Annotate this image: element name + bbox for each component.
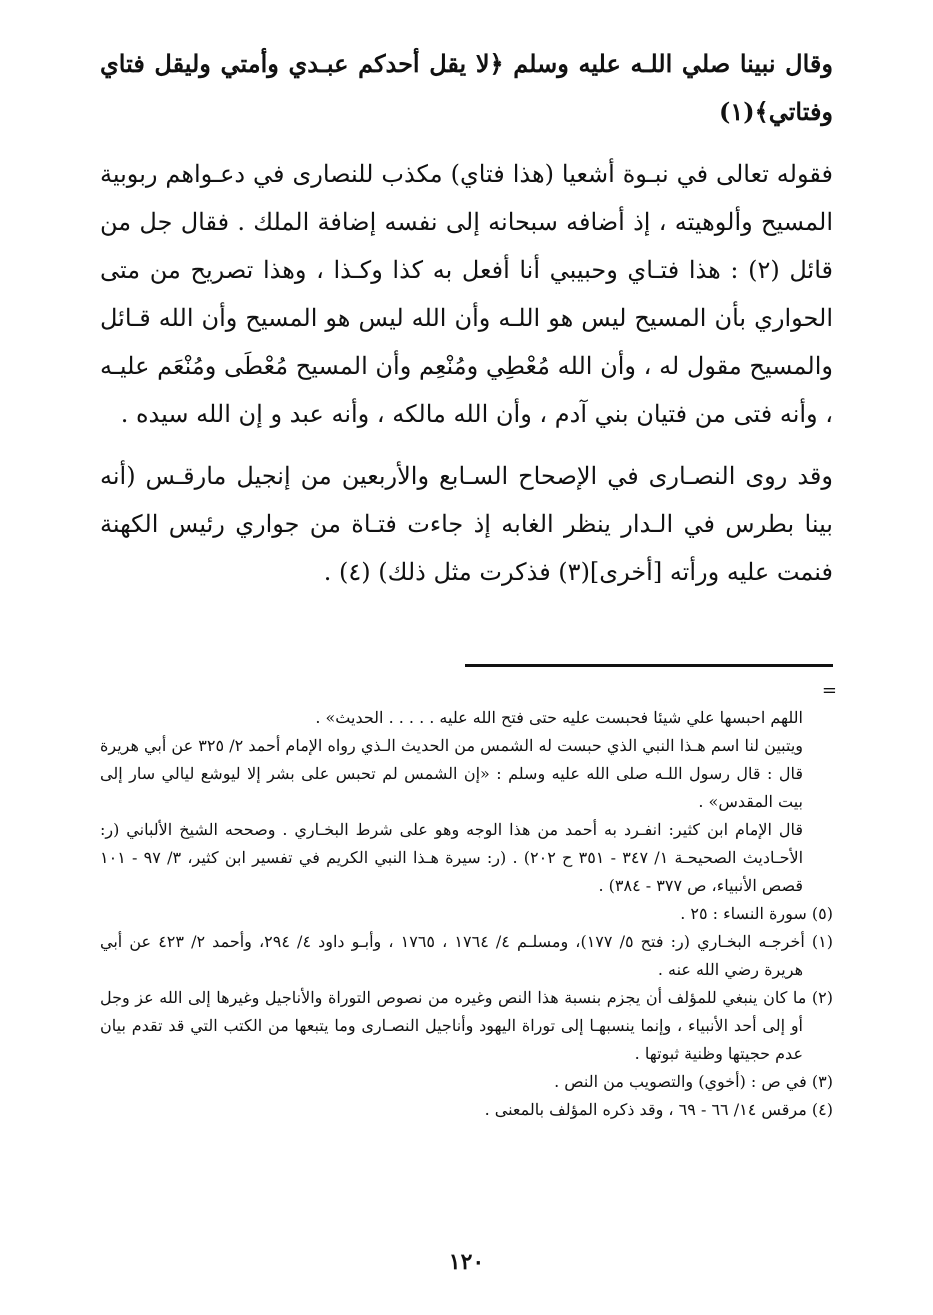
main-text: [100, 40, 833, 610]
paragraph-hadith: وقال نبينا صلي اللـه عليه وسلم ﴿لا يقل أحدكم عبـدي وأمتي وليقل فتاي وفتاتي﴾(١): [100, 49, 833, 126]
footnote-divider: [465, 664, 833, 667]
footnote: (٣) في ص : (أخوي) والتصويب من النص .: [554, 1072, 833, 1091]
footnote: (٢) ما كان ينبغي للمؤلف أن يجزم بنسبة هذا النص وغيره من نصوص التوراة والأناجيل وغيرها إلى الله عز وجل أو إلى أحد الأنبياء ، وإنما ينسبهـا إلى توراة اليهود وأناجيل النصـارى وما يتبعها من الكتب التي قد تقدم بيان عدم حجيتها وظنية ثبوتها .: [100, 988, 834, 1063]
footnote: (٤) مرقس ١٤/ ٦٦ - ٦٩ ، وقد ذكره المؤلف بالمعنى .: [484, 1100, 833, 1119]
continuation-mark: =: [821, 680, 837, 701]
footnote: قال الإمام ابن كثير: انفـرد به أحمد من هذا الوجه وهو على شرط البخـاري . وصححه الشيخ الألباني (ر: الأحـاديث الصحيحـة ١/ ٣٤٧ - ٣٥١ ح ٢٠٢) . (ر: سيرة هـذا النبي الكريم في تفسير ابن كثير، ٣/ ٩٧ - ١٠١ قصص الأنبياء، ص ٣٧٧ - ٣٨٤) .: [100, 820, 804, 895]
footnote: ويتبين لنا اسم هـذا النبي الذي حبست له الشمس من الحديث الـذي رواه الإمام أحمد ٢/ ٣٢٥ عن أبي هريرة قال : قال رسول اللـه صلى الله عليه وسلم : «إن الشمس لم تحبس على بشر إلا ليوشع ليالي سار إلى بيت المقدس» .: [100, 736, 804, 811]
footnote: (٥) سورة النساء : ٢٥ .: [680, 904, 833, 923]
paragraph-mark: وقد روى النصـارى في الإصحاح السـابع والأربعين من إنجيل مارقـس (أنه بينا بطرس في الـدار ينظر الغابه إذ جاءت فتـاة من جواري رئيس الكهنة فنمت عليه ورأته [أخرى](٣) فذكرت مثل ذلك) (٤) .: [100, 462, 833, 586]
footnote: اللهم احبسها علي شيئا فحبست عليه حتى فتح الله عليه . . . . . الحديث» .: [315, 708, 803, 727]
paragraph-isaiah: فقوله تعالى في نبـوة أشعيا (هذا فتاي) مكذب للنصارى في دعـواهم ربوبية المسيح وألوهيته ، إذ أضافه سبحانه إلى نفسه إضافة الملك . فقال جل من قائل (٢) : هذا فتـاي وحبيبي أنا أفعل به كذا وكـذا ، وهذا تصريح من متى الحواري بأن المسيح ليس هو اللـه وأن الله ليس هو المسيح وأن الله قـائل والمسيح مقول له ، وأن الله مُعْطِي ومُنْعِم وأن المسيح مُعْطَى ومُنْعَم عليـه ، وأنه فتى من فتيان بني آدم ، وأن الله مالكه ، وأنه عبد و إن الله سيده .: [100, 160, 834, 428]
footnote: (١) أخرجـه البخـاري (ر: فتح ٥/ ١٧٧)، ومسلـم ٤/ ١٧٦٤ ، ١٧٦٥ ، وأبـو داود ٤/ ٢٩٤، وأحمد ٢/ ٤٢٣ عن أبي هريرة رضي الله عنه .: [100, 932, 833, 979]
page-number: ١٢٠: [448, 1249, 485, 1275]
footnotes: [100, 704, 833, 1124]
